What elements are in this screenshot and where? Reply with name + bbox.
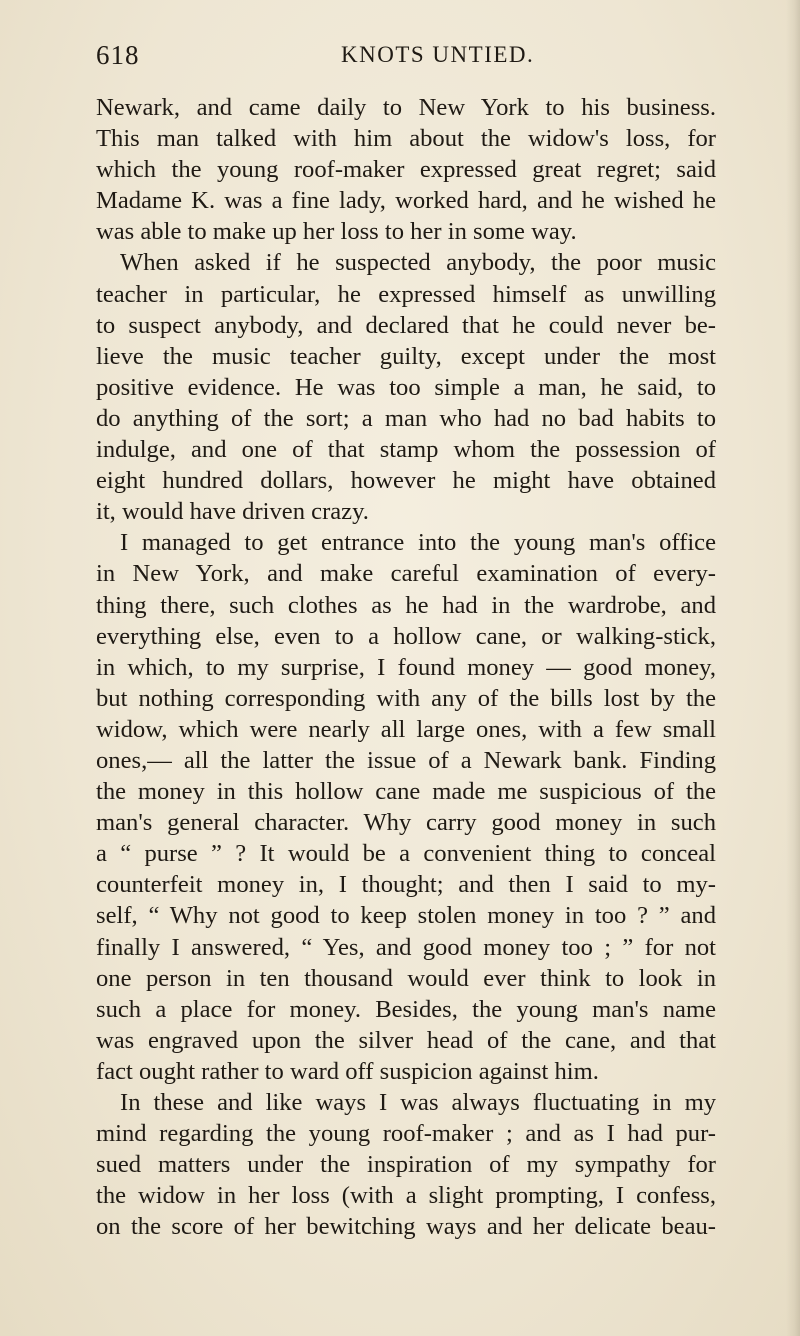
text-line: teacher in particular, he expressed himself as unwilling: [96, 280, 716, 308]
text-line: eight hundred dollars, however he might have obtained: [96, 467, 716, 495]
text-line: Newark, and came daily to New York to his business.: [96, 94, 716, 121]
page-edge-shadow: [786, 0, 800, 1336]
text-line: indulge, and one of that stamp whom the possession of: [96, 436, 716, 464]
text-line: thing there, such clothes as he had in the wardrobe, and: [96, 591, 716, 619]
body-text: [96, 92, 716, 1242]
text-line: In these and like ways I was always fluctuating in my: [120, 1089, 716, 1116]
text-line: a “ purse ” ? It would be a convenient thing to conceal: [96, 840, 716, 868]
text-line: in New York, and make careful examination of every-: [96, 560, 716, 588]
text-line: Madame K. was a fine lady, worked hard, and he wished he: [96, 187, 716, 215]
text-line: such a place for money. Besides, the young man's name: [96, 995, 716, 1023]
page-number: 618: [96, 40, 140, 70]
text-line: to suspect anybody, and declared that he could never be-: [96, 311, 716, 339]
text-line: do anything of the sort; a man who had no bad habits to: [96, 404, 716, 432]
text-line: I managed to get entrance into the young man's office: [120, 529, 716, 557]
text-line: ones,— all the latter the issue of a Newark bank. Finding: [96, 746, 716, 774]
text-line: This man talked with him about the widow's loss, for: [96, 125, 716, 153]
text-line: counterfeit money in, I thought; and then I said to my-: [96, 871, 716, 899]
text-line: was engraved upon the silver head of the cane, and that: [96, 1026, 716, 1054]
text-line: self, “ Why not good to keep stolen money in too ? ” and: [96, 902, 716, 930]
text-line: mind regarding the young roof-maker ; and as I had pur-: [96, 1120, 716, 1148]
text-line: widow, which were nearly all large ones, with a few small: [96, 715, 716, 743]
text-line: one person in ten thousand would ever think to look in: [96, 964, 716, 992]
text-line: but nothing corresponding with any of the bills lost by the: [96, 684, 716, 712]
text-line: fact ought rather to ward off suspicion against him.: [96, 1057, 599, 1085]
text-line: sued matters under the inspiration of my sympathy for: [96, 1151, 716, 1179]
text-line: everything else, even to a hollow cane, or walking-stick,: [96, 622, 716, 650]
text-line: in which, to my surprise, I found money — good money,: [96, 653, 716, 681]
text-line: it, would have driven crazy.: [96, 498, 369, 526]
text-line: on the score of her bewitching ways and her delicate beau-: [96, 1213, 716, 1241]
text-line: the money in this hollow cane made me suspicious of the: [96, 778, 716, 806]
text-line: When asked if he suspected anybody, the poor music: [120, 249, 716, 277]
running-head: KNOTS UNTIED.: [341, 42, 535, 67]
text-line: lieve the music teacher guilty, except under the most: [96, 342, 716, 370]
text-line: was able to make up her loss to her in some way.: [96, 218, 577, 246]
text-line: finally I answered, “ Yes, and good money too ; ” for not: [96, 933, 716, 961]
text-line: the widow in her loss (with a slight prompting, I confess,: [96, 1182, 716, 1210]
page-header: [96, 40, 706, 80]
text-line: man's general character. Why carry good money in such: [96, 809, 716, 837]
text-line: which the young roof-maker expressed great regret; said: [96, 156, 716, 184]
text-line: positive evidence. He was too simple a man, he said, to: [96, 373, 716, 401]
